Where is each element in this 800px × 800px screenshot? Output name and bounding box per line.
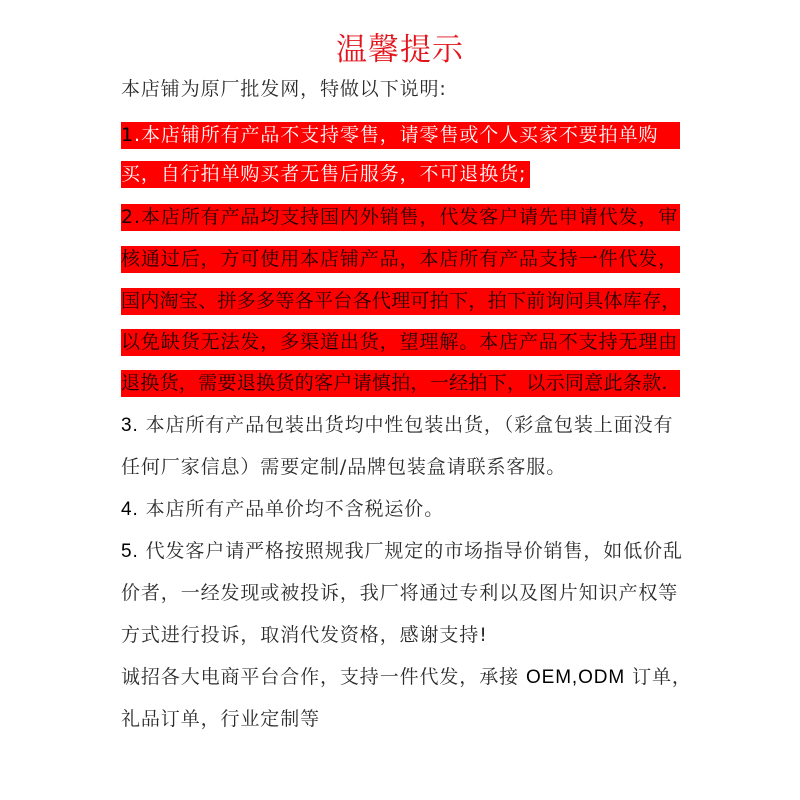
notice-title: 温馨提示 — [336, 32, 464, 68]
section2-line4: 以免缺货无法发，多渠道出货，望理解。本店产品不支持无理由 — [121, 329, 680, 356]
closing-line2: 礼品订单，行业定制等 — [121, 708, 321, 730]
section1-line1-text: .本店铺所有产品不支持零售，请零售或个人买家不要拍单购 — [134, 124, 659, 146]
section5-line1 — [121, 536, 683, 566]
section3-line1-text: 本店所有产品包装出货均中性包装出货，（彩盒包装上面没有 — [145, 414, 674, 436]
section2-line3: 国内淘宝、拼多多等各平台各代理可拍下，拍下前询问具体库存， — [121, 288, 680, 315]
closing-oem-odm: OEM,ODM — [525, 667, 626, 688]
intro-text: 本店铺为原厂批发网，特做以下说明: — [121, 78, 447, 100]
closing-line1-prefix: 诚招各大电商平台合作，支持一件代发，承接 — [121, 666, 526, 688]
section5-line1-text: 代发客户请严格按照规我厂规定的市场指导价销售，如低价乱 — [145, 540, 683, 562]
section1-line2: 买，自行拍单购买者无售后服务，不可退换货; — [121, 161, 530, 188]
section4-line — [121, 494, 444, 524]
section5-line3: 方式进行投诉，取消代发资格，感谢支持! — [121, 624, 488, 646]
section4-text: 本店所有产品单价均不含税运价。 — [145, 498, 445, 520]
section1-line1 — [121, 122, 680, 149]
section3-line1 — [121, 410, 673, 440]
closing-line1 — [121, 662, 692, 692]
section5-line2: 价者，一经发现或被投诉，我厂将通过专利以及图片知识产权等 — [121, 582, 679, 604]
section2-line5: 退换货，需要退换货的客户请慎拍，一经拍下，以示同意此条款. — [121, 370, 680, 397]
section1-number: 1 — [121, 124, 134, 146]
closing-line1-suffix: 订单， — [625, 666, 692, 688]
section5-number: 5. — [121, 541, 139, 562]
section2-line1: 2.本店所有产品均支持国内外销售，代发客户请先申请代发，审 — [121, 204, 680, 231]
section3-number: 3. — [121, 415, 139, 436]
section3-line2: 任何厂家信息）需要定制/品牌包装盒请联系客服。 — [121, 456, 567, 478]
section4-number: 4. — [121, 499, 139, 520]
section2-line2: 核通过后，方可使用本店铺产品，本店所有产品支持一件代发， — [121, 246, 680, 273]
